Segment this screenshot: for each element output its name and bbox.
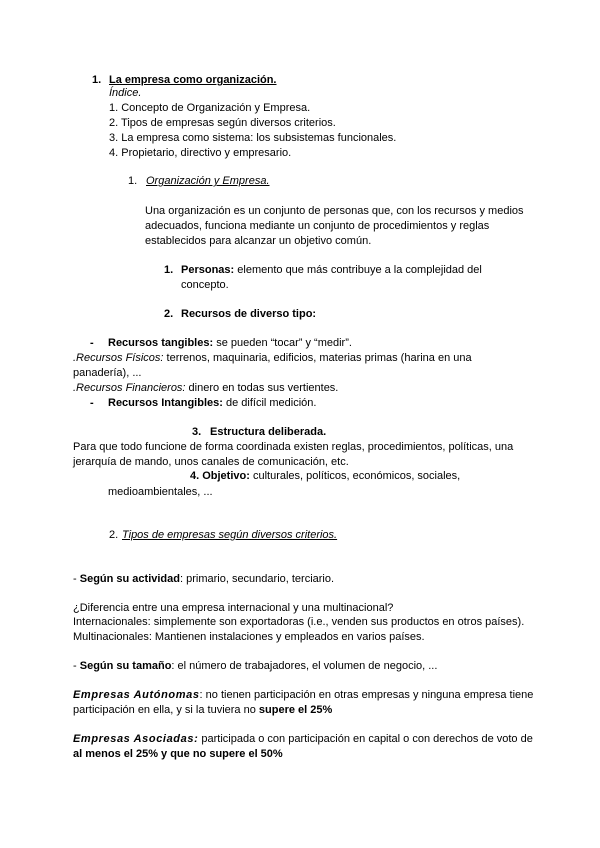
actividad-text: : primario, secundario, terciario. [179,573,335,585]
autonomas-item [73,688,533,702]
intangibles-text: de difícil medición. [222,397,317,409]
asociadas-label: Empresas Asociadas: [73,733,199,745]
fisicos-label: .Recursos Físicos: [73,352,164,364]
objetivo-label: 4. Objetivo: [190,470,250,482]
fisicos-text: terrenos, maquinaria, edificios, materias primas (harina en una [163,352,472,364]
financieros-text: dinero en todas sus vertientes. [185,382,339,394]
autonomas-label: Empresas Autónomas [73,689,200,701]
section1-paragraph-line: establecidos para alcanzar un objetivo común. [145,235,372,247]
section2-number: 2. [109,529,119,541]
autonomas-bold-end: supere el 25% [258,704,333,716]
asociadas-item [73,732,533,746]
financieros-label: .Recursos Financieros: [73,382,186,394]
objetivo-item [190,469,460,483]
index-item: 2. Tipos de empresas según diversos criterios. [109,117,336,129]
personas-text: elemento que más contribuye a la complejidad del [234,264,482,276]
section1-number: 1. [128,175,138,187]
autonomas-text: : no tienen participación en otras empresas y ninguna empresa tiene [199,689,534,701]
estructura-line: Para que todo funcione de forma coordinada existen reglas, procedimientos, políticas, una [73,441,514,453]
intangibles-bullet: - [90,397,94,409]
index-item: 1. Concepto de Organización y Empresa. [109,102,311,114]
multinacionales-text: Multinacionales: Mantienen instalaciones y empleados en varios países. [73,631,425,643]
actividad-lead: - [73,573,80,585]
tamano-label: Según su tamaño [79,660,172,672]
page-title: La empresa como organización. [109,74,277,86]
tangibles-label: Recursos tangibles: [108,337,214,349]
estructura-number: 3. [192,426,202,438]
objetivo-text-cont: medioambientales, ... [108,486,213,498]
title-number: 1. [92,74,102,86]
personas-label: Personas: [181,264,235,276]
section1-paragraph-line: adecuados, funciona mediante un conjunto de procedimientos y reglas [145,220,490,232]
index-label: Índice. [109,87,142,99]
objetivo-text: culturales, políticos, económicos, sociales, [249,470,461,482]
tamano-lead: - [73,660,80,672]
actividad-item [73,572,334,586]
financieros-item [73,381,338,395]
fisicos-text-cont: panadería), ... [73,367,142,379]
section2-heading: Tipos de empresas según diversos criterios. [122,529,338,541]
recursos-number: 2. [164,308,174,320]
actividad-label: Según su actividad [79,573,180,585]
personas-text-cont: concepto. [181,279,229,291]
tangibles-text: se pueden “tocar” y “medir”. [213,337,352,349]
recursos-heading: Recursos de diverso tipo: [181,308,317,320]
section1-heading: Organización y Empresa. [146,175,270,187]
autonomas-line2 [73,703,332,717]
asociadas-text: participada o con participación en capital o con derechos de voto de [198,733,533,745]
internacionales-text: Internacionales: simplemente son exportadoras (i.e., venden sus productos en otros países). [73,616,525,628]
autonomas-text-cont: participación en ella, y si la tuviera no [73,704,259,716]
tangibles-item [108,336,352,350]
section1-paragraph-line: Una organización es un conjunto de personas que, con los recursos y medios [145,205,524,217]
index-item: 4. Propietario, directivo y empresario. [109,147,292,159]
estructura-line: jerarquía de mando, unos canales de comunicación, etc. [73,456,349,468]
personas-item [181,263,482,277]
question-text: ¿Diferencia entre una empresa internacional y una multinacional? [73,602,394,614]
personas-number: 1. [164,264,174,276]
asociadas-bold-line: al menos el 25% y que no supere el 50% [73,748,283,760]
estructura-heading: Estructura deliberada. [210,426,327,438]
intangibles-label: Recursos Intangibles: [108,397,223,409]
tamano-item [73,659,437,673]
index-item: 3. La empresa como sistema: los subsistemas funcionales. [109,132,397,144]
fisicos-item [73,351,472,365]
intangibles-item [108,396,316,410]
tangibles-bullet: - [90,337,94,349]
tamano-text: : el número de trabajadores, el volumen de negocio, ... [171,660,438,672]
